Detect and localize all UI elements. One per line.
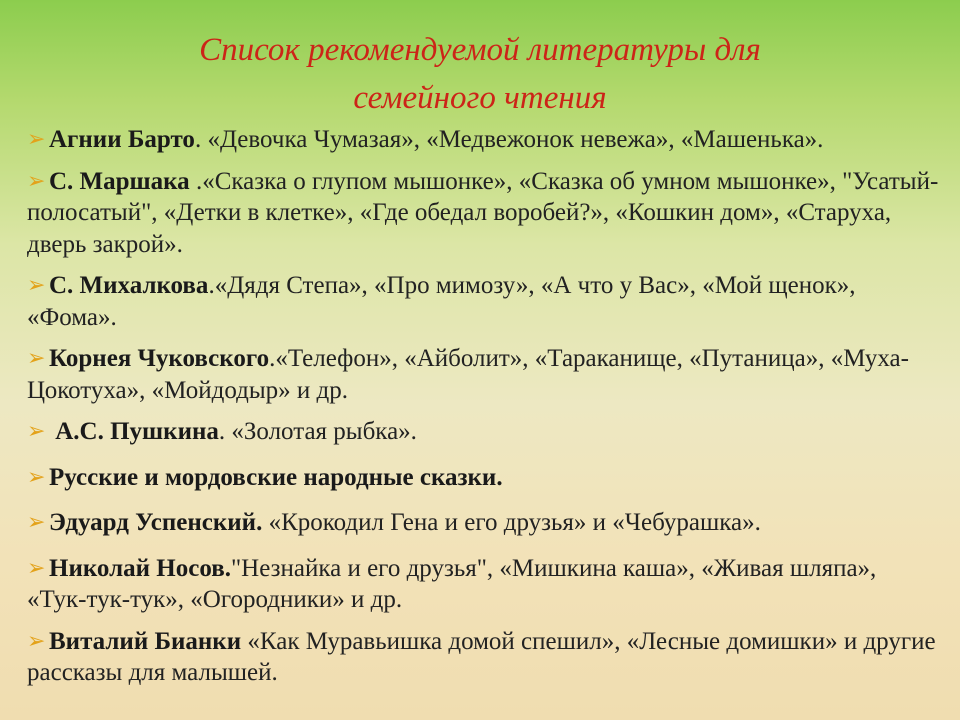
list-item-text: «Крокодил Гена и его друзья» и «Чебурашка».: [262, 509, 761, 536]
list-item-author: Агнии Барто: [49, 126, 195, 153]
list-item-text: .«Дядя Степа», «Про мимозу», «А что у Вас», «Мой щенок», «Фома».: [27, 272, 856, 331]
arrow-bullet-icon: ➢: [27, 272, 46, 297]
list-item: [27, 343, 942, 406]
list-item: [27, 166, 942, 261]
list-item-author: Николай Носов.: [49, 554, 231, 582]
list-item-author: С. Маршака: [49, 167, 190, 195]
list-item-text: .«Телефон», «Айболит», «Тараканище, «Путаница», «Муха-Цокотуха», «Мойдодыр» и др.: [27, 345, 909, 404]
list-item: [27, 416, 942, 448]
slide-title: [0, 26, 960, 122]
list-item-author: Виталий Бианки: [49, 627, 242, 655]
list-item: [27, 462, 942, 494]
list-item-text: . «Девочка Чумазая», «Медвежонок невежа», «Машенька».: [194, 126, 824, 153]
list-item-author: С. Михалкова: [49, 272, 209, 299]
list-item-author: А.С. Пушкина: [49, 418, 219, 445]
slide-title-line-1: Список рекомендуемой литературы для: [199, 32, 761, 68]
list-item: [27, 626, 942, 689]
list-item: [27, 124, 942, 156]
list-item-text: "Незнайка и его друзья", «Мишкина каша», «Живая шляпа», «Тук-тук-тук», «Огородники» и др.: [27, 554, 877, 613]
arrow-bullet-icon: ➢: [27, 167, 46, 193]
arrow-bullet-icon: ➢: [27, 126, 46, 151]
list-item: [27, 270, 942, 333]
arrow-bullet-icon: ➢: [27, 509, 46, 534]
arrow-bullet-icon: ➢: [27, 418, 46, 443]
book-list: [27, 124, 942, 699]
arrow-bullet-icon: ➢: [27, 627, 46, 653]
list-item-text: .«Сказка о глупом мышонке», «Сказка об умном мышонке», "Усатый-полосатый", «Детки в клетке», «Где обедал воробей?», «Кошкин дом», «Старуха, дверь закрой».: [27, 167, 939, 258]
list-item-author: Русские и мордовские народные сказки.: [49, 463, 503, 491]
list-item-author: Эдуард Успенский.: [49, 509, 263, 536]
list-item: [27, 553, 942, 616]
list-item-text: . «Золотая рыбка».: [218, 418, 417, 445]
arrow-bullet-icon: ➢: [27, 345, 46, 370]
list-item-text: «Как Муравьишка домой спешил», «Лесные домишки» и другие рассказы для малышей.: [27, 627, 936, 686]
arrow-bullet-icon: ➢: [27, 554, 46, 580]
list-item-author: Корнея Чуковского: [49, 345, 270, 372]
arrow-bullet-icon: ➢: [27, 463, 46, 489]
slide-title-line-2: семейного чтения: [353, 80, 607, 116]
list-item: [27, 507, 942, 539]
